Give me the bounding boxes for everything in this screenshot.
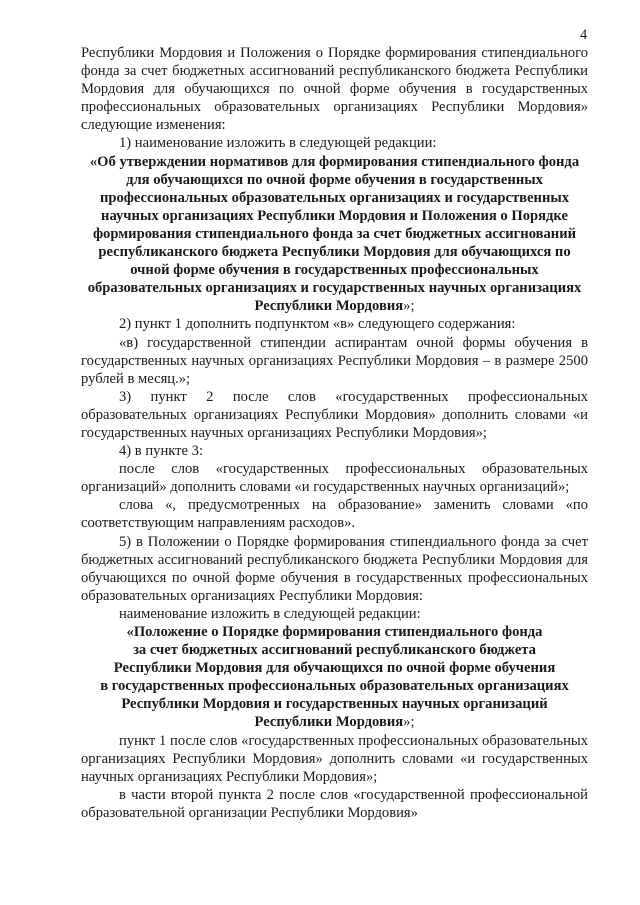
position-title-line-1: «Положение о Порядке формирования стипендиального фонда xyxy=(126,624,543,640)
paragraph-item-4-b: слова «, предусмотренных на образование» заменить словами «по соответствующим направлениям расходов». xyxy=(81,497,588,532)
page-number: 4 xyxy=(580,27,588,43)
paragraph-item-5: 5) в Положении о Порядке формирования стипендиального фонда за счет бюджетных ассигнований республиканского бюджета Республики Мордовия для обучающихся по очной форме обучения в государственных профессиональных образовательных организациях Республики Мордовия: xyxy=(81,533,588,604)
position-title-line-2: за счет бюджетных ассигнований республиканского бюджета xyxy=(133,642,536,659)
position-title-line-5: Республики Мордовия и государственных научных организаций xyxy=(121,696,548,713)
paragraph-item-5-b: пункт 1 после слов «государственных профессиональных образовательных организациях Республики Мордовия» дополнить словами «и государственных научных организациях Республики Мордовия»; xyxy=(81,732,588,785)
paragraph-position-title xyxy=(81,623,588,732)
paragraph-item-5-c: в части второй пункта 2 после слов «государственной профессиональной образовательной организации Республики Мордовия» xyxy=(81,786,588,821)
position-title-line-6 xyxy=(81,713,588,731)
new-title-end: »; xyxy=(403,298,415,315)
paragraph-item-3: 3) пункт 2 после слов «государственных профессиональных образовательных организациях Республики Мордовия» дополнить словами «и государственных научных организациях Республики Мордовия»; xyxy=(81,388,588,441)
position-title-line-3: Республики Мордовия для обучающихся по очной форме обучения xyxy=(113,660,556,677)
paragraph-intro: Республики Мордовия и Положения о Порядке формирования стипендиального фонда за счет бюджетных ассигнований республиканского бюджета Республики Мордовия для обучающихся по очной форме обучения в государственных профессиональных образовательных организациях Республики Мордовия» следующие изменения: xyxy=(81,45,588,134)
position-title-line-4: в государственных профессиональных образовательных организациях xyxy=(100,678,569,695)
new-title-text: «Об утверждении нормативов для формирования стипендиального фонда для обучающихся по очной форме обучения в государственных профессиональных образовательных организациях и государственных научных организациях Республики Мордовия и Положения о Порядке формирования стипендиального фонда за счет бюджетных ассигнований республиканского бюджета Республики Мордовия для обучающихся по очной форме обучения в государственных профессиональных образовательных организациях и государственных научных организациях Республики Мордовия xyxy=(87,153,582,315)
position-title-end: »; xyxy=(403,714,415,731)
paragraph-item-5-a: наименование изложить в следующей редакции: xyxy=(119,605,421,622)
document-body xyxy=(81,44,588,822)
paragraph-subitem-v: «в) государственной стипендии аспирантам очной формы обучения в государственных научных организациях Республики Мордовия – в размере 2500 рублей в месяц.»; xyxy=(81,334,588,387)
paragraph-item-4: 4) в пункте 3: xyxy=(119,443,204,460)
paragraph-item-1: 1) наименование изложить в следующей редакции: xyxy=(119,135,437,152)
position-title-line-6-text: Республики Мордовия xyxy=(254,714,404,731)
paragraph-new-title xyxy=(81,153,588,316)
paragraph-item-2: 2) пункт 1 дополнить подпунктом «в» следующего содержания: xyxy=(119,316,516,333)
paragraph-item-4-a: после слов «государственных профессиональных образовательных организаций» дополнить словами «и государственных научных организаций»; xyxy=(81,461,588,496)
